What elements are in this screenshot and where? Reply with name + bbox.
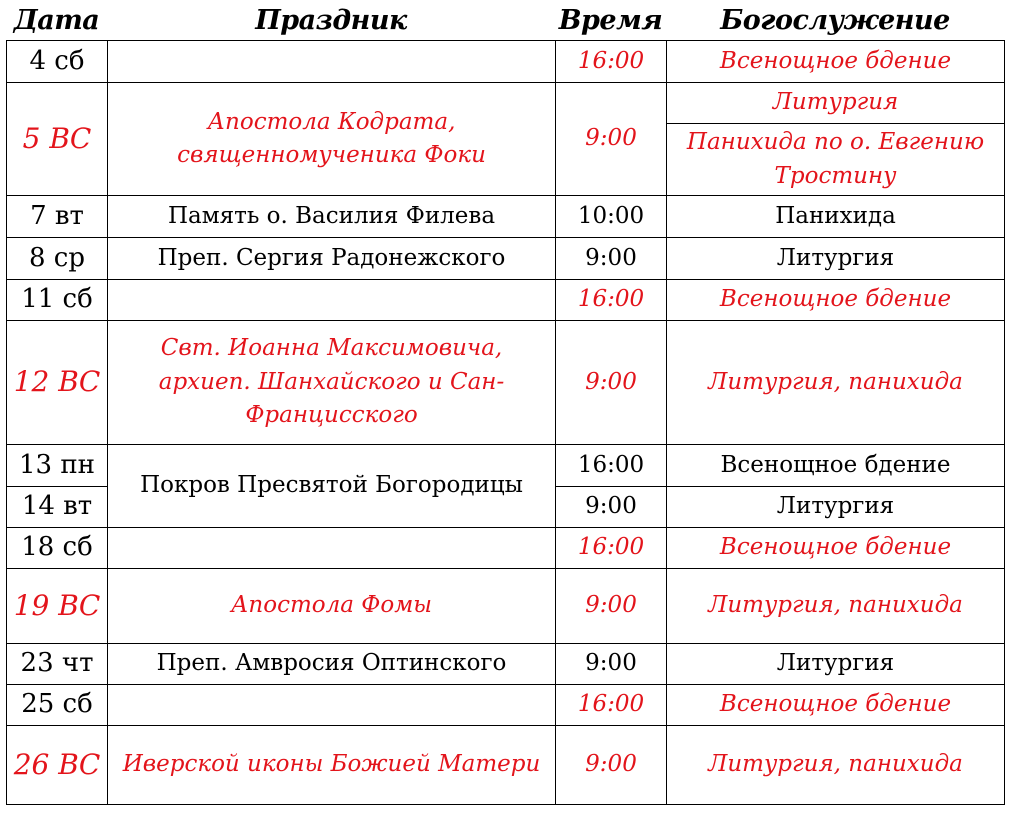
table-row <box>7 280 1005 321</box>
time-cell: 9:00 <box>556 726 667 805</box>
time-cell: 9:00 <box>556 569 667 644</box>
table-row <box>7 445 1005 487</box>
date-cell: 5 ВС <box>7 83 108 196</box>
table-row <box>7 569 1005 644</box>
service-cell: Всенощное бдение <box>667 41 1005 83</box>
service-cell: Панихида <box>667 196 1005 238</box>
service-cell: Всенощное бдение <box>667 685 1005 726</box>
time-cell: 16:00 <box>556 685 667 726</box>
time-cell: 16:00 <box>556 41 667 83</box>
time-cell: 9:00 <box>556 487 667 528</box>
feast-cell: Покров Пресвятой Богородицы <box>108 445 556 528</box>
date-cell: 7 вт <box>7 196 108 238</box>
feast-cell <box>108 41 556 83</box>
feast-cell <box>108 685 556 726</box>
date-cell: 14 вт <box>7 487 108 528</box>
time-cell: 16:00 <box>556 280 667 321</box>
date-cell: 12 ВС <box>7 321 108 445</box>
service-cell: Литургия, панихида <box>667 569 1005 644</box>
feast-cell: Апостола Кодрата, священномученика Фоки <box>108 83 556 196</box>
time-cell: 16:00 <box>556 528 667 569</box>
date-cell: 19 ВС <box>7 569 108 644</box>
feast-cell <box>108 528 556 569</box>
feast-cell: Свт. Иоанна Максимовича, архиеп. Шанхайского и Сан-Францисского <box>108 321 556 445</box>
table-row <box>7 238 1005 280</box>
header-time: Время <box>558 4 663 36</box>
header-service: Богослужение <box>720 4 950 36</box>
service-cell: Литургия, панихида <box>667 321 1005 445</box>
feast-cell: Апостола Фомы <box>108 569 556 644</box>
table-header <box>6 0 1004 40</box>
table-row <box>7 196 1005 238</box>
table-row <box>7 644 1005 685</box>
date-cell: 8 ср <box>7 238 108 280</box>
time-cell: 9:00 <box>556 644 667 685</box>
service-cell: Панихида по о. Евгению Тростину <box>667 124 1005 196</box>
feast-cell <box>108 280 556 321</box>
time-cell: 10:00 <box>556 196 667 238</box>
time-cell: 9:00 <box>556 83 667 196</box>
service-cell: Всенощное бдение <box>667 528 1005 569</box>
table-row <box>7 321 1005 445</box>
service-cell: Литургия <box>667 238 1005 280</box>
date-cell: 25 сб <box>7 685 108 726</box>
service-cell: Всенощное бдение <box>667 445 1005 487</box>
date-cell: 13 пн <box>7 445 108 487</box>
header-date: Дата <box>13 4 100 36</box>
feast-cell: Преп. Амвросия Оптинского <box>108 644 556 685</box>
table-row <box>7 41 1005 83</box>
date-cell: 4 сб <box>7 41 108 83</box>
schedule-sheet <box>6 0 1004 805</box>
time-cell: 9:00 <box>556 238 667 280</box>
table-row <box>7 726 1005 805</box>
date-cell: 23 чт <box>7 644 108 685</box>
time-cell: 16:00 <box>556 445 667 487</box>
service-cell: Всенощное бдение <box>667 280 1005 321</box>
date-cell: 26 ВС <box>7 726 108 805</box>
service-cell: Литургия <box>667 487 1005 528</box>
date-cell: 11 сб <box>7 280 108 321</box>
service-cell: Литургия <box>667 644 1005 685</box>
table-row <box>7 685 1005 726</box>
header-feast: Праздник <box>255 4 407 36</box>
date-cell: 18 сб <box>7 528 108 569</box>
feast-cell: Память о. Василия Филева <box>108 196 556 238</box>
table-row <box>7 528 1005 569</box>
service-cell: Литургия <box>667 83 1005 124</box>
service-cell: Литургия, панихида <box>667 726 1005 805</box>
time-cell: 9:00 <box>556 321 667 445</box>
feast-cell: Иверской иконы Божией Матери <box>108 726 556 805</box>
schedule-table <box>6 40 1005 805</box>
table-row <box>7 83 1005 124</box>
feast-cell: Преп. Сергия Радонежского <box>108 238 556 280</box>
